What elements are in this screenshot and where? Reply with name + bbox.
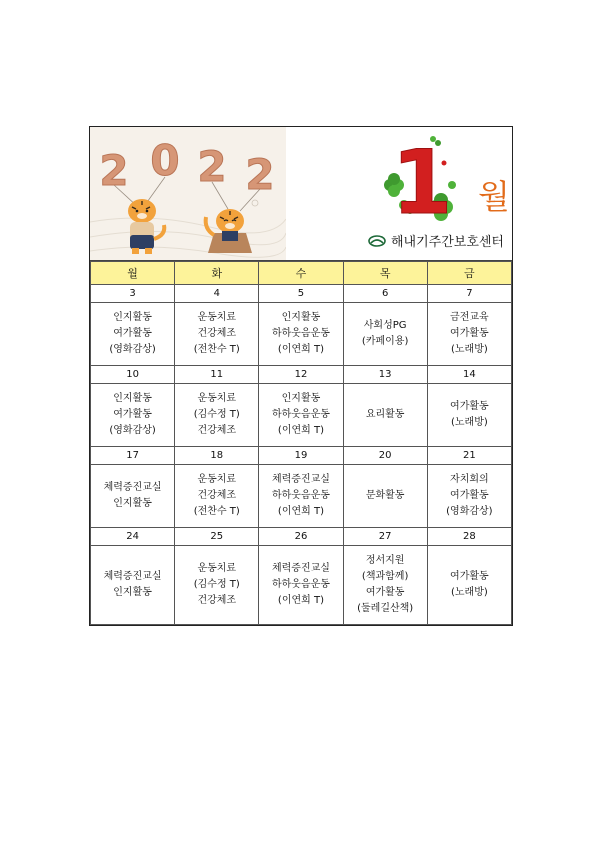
activity-line: (전찬수 T)	[193, 506, 240, 517]
activity-cell	[175, 384, 259, 447]
activity-cell	[427, 303, 511, 366]
year-digit: 2	[197, 142, 227, 191]
weekday-tue: 화	[175, 262, 259, 285]
activity-cell	[343, 546, 427, 625]
date-cell: 4	[175, 285, 259, 303]
weekday-thu: 목	[343, 262, 427, 285]
date-cell: 19	[259, 447, 343, 465]
activity-line: (카페이용)	[361, 336, 409, 347]
activity-line: 금전교육	[450, 312, 489, 323]
activity-line: (이연희 T)	[277, 595, 324, 606]
activity-line: (이연희 T)	[277, 506, 324, 517]
year-illustration	[90, 127, 286, 260]
activity-cell	[91, 465, 175, 528]
activity-line: 요리활동	[365, 409, 405, 420]
org-logo-icon	[368, 235, 386, 247]
date-row	[91, 285, 512, 303]
date-cell: 7	[427, 285, 511, 303]
activity-line: 여가활동	[450, 490, 489, 501]
activity-line: 인지활동	[281, 393, 321, 404]
activity-line: 건강체조	[197, 328, 237, 339]
year-digit: 2	[245, 150, 275, 199]
activity-cell	[259, 546, 343, 625]
activity-cell	[91, 384, 175, 447]
activity-line: 여가활동	[450, 328, 489, 339]
weekday-mon: 월	[91, 262, 175, 285]
activity-line: 인지활동	[113, 587, 152, 598]
activity-line: (노래방)	[450, 344, 488, 355]
activity-line: 정서지원	[365, 555, 405, 566]
activity-row	[91, 384, 512, 447]
activity-line: 여가활동	[365, 587, 405, 598]
activity-cell	[343, 303, 427, 366]
activity-line: 운동치료	[197, 393, 237, 404]
activity-line: 인지활동	[113, 393, 152, 404]
date-cell: 18	[175, 447, 259, 465]
activity-line: 운동치료	[197, 563, 237, 574]
activity-line: 하하웃음운동	[271, 409, 330, 420]
activity-line: 체력증진교실	[103, 482, 162, 493]
activity-cell	[175, 465, 259, 528]
activity-line: (전찬수 T)	[193, 344, 240, 355]
activity-cell	[175, 303, 259, 366]
activity-cell	[427, 465, 511, 528]
activity-line: 문화활동	[365, 490, 405, 501]
date-cell: 5	[259, 285, 343, 303]
date-cell: 24	[91, 528, 175, 546]
activity-row	[91, 303, 512, 366]
activity-line: 하하웃음운동	[271, 328, 330, 339]
activity-line: 여가활동	[113, 409, 152, 420]
activity-line: 운동치료	[197, 474, 237, 485]
activity-line: 건강체조	[197, 595, 237, 606]
activity-line: 여가활동	[113, 328, 152, 339]
month-number: 1	[391, 131, 453, 227]
activity-line: 하하웃음운동	[271, 579, 330, 590]
month-label: 월	[478, 177, 510, 216]
activity-line: 여가활동	[450, 401, 489, 412]
activity-cell	[259, 303, 343, 366]
date-row	[91, 366, 512, 384]
activity-line: (영화감상)	[109, 425, 156, 436]
banner-illustration	[90, 127, 286, 260]
banner-title	[286, 127, 512, 260]
weekday-header-row	[91, 262, 512, 285]
activity-line: 체력증진교실	[271, 474, 330, 485]
activity-line: 여가활동	[450, 571, 489, 582]
date-cell: 21	[427, 447, 511, 465]
year-digit: 2	[99, 146, 129, 195]
date-cell: 13	[343, 366, 427, 384]
activity-line: 인지활동	[113, 498, 152, 509]
date-cell: 10	[91, 366, 175, 384]
schedule-table	[90, 261, 512, 625]
activity-line: 사회성PG	[363, 320, 407, 331]
activity-line: 인지활동	[113, 312, 152, 323]
activity-line: (영화감상)	[109, 344, 156, 355]
organization-label: 해내기주간보호센터	[390, 235, 504, 250]
date-row	[91, 447, 512, 465]
activity-line: 체력증진교실	[103, 571, 162, 582]
activity-line: (노래방)	[450, 417, 488, 428]
activity-line: (둘레길산책)	[357, 603, 414, 614]
date-cell: 3	[91, 285, 175, 303]
activity-cell	[91, 546, 175, 625]
date-cell: 6	[343, 285, 427, 303]
year-digit: 0	[150, 136, 180, 185]
activity-cell	[175, 546, 259, 625]
activity-line: 운동치료	[197, 312, 237, 323]
activity-line: (김수정 T)	[193, 579, 240, 590]
weekday-fri: 금	[427, 262, 511, 285]
organization-name	[368, 231, 504, 250]
activity-line: 건강체조	[197, 425, 237, 436]
activity-cell	[343, 465, 427, 528]
date-cell: 25	[175, 528, 259, 546]
activity-line: 하하웃음운동	[271, 490, 330, 501]
activity-cell	[259, 465, 343, 528]
activity-row	[91, 546, 512, 625]
activity-line: (이연희 T)	[277, 425, 324, 436]
date-cell: 17	[91, 447, 175, 465]
activity-line: 체력증진교실	[271, 563, 330, 574]
activity-line: (노래방)	[450, 587, 488, 598]
activity-line: 자치회의	[450, 474, 489, 485]
banner	[90, 127, 512, 261]
activity-line: 인지활동	[281, 312, 321, 323]
activity-line: (책과함께)	[361, 571, 409, 582]
date-cell: 27	[343, 528, 427, 546]
date-cell: 28	[427, 528, 511, 546]
date-cell: 20	[343, 447, 427, 465]
date-cell: 11	[175, 366, 259, 384]
activity-cell	[427, 546, 511, 625]
activity-line: 건강체조	[197, 490, 237, 501]
activity-cell	[343, 384, 427, 447]
date-cell: 12	[259, 366, 343, 384]
date-cell: 14	[427, 366, 511, 384]
activity-cell	[91, 303, 175, 366]
activity-line: (이연희 T)	[277, 344, 324, 355]
calendar-sheet	[89, 126, 513, 626]
activity-line: (영화감상)	[446, 506, 493, 517]
weekday-wed: 수	[259, 262, 343, 285]
date-row	[91, 528, 512, 546]
activity-line: (김수정 T)	[193, 409, 240, 420]
activity-cell	[259, 384, 343, 447]
activity-cell	[427, 384, 511, 447]
date-cell: 26	[259, 528, 343, 546]
activity-row	[91, 465, 512, 528]
